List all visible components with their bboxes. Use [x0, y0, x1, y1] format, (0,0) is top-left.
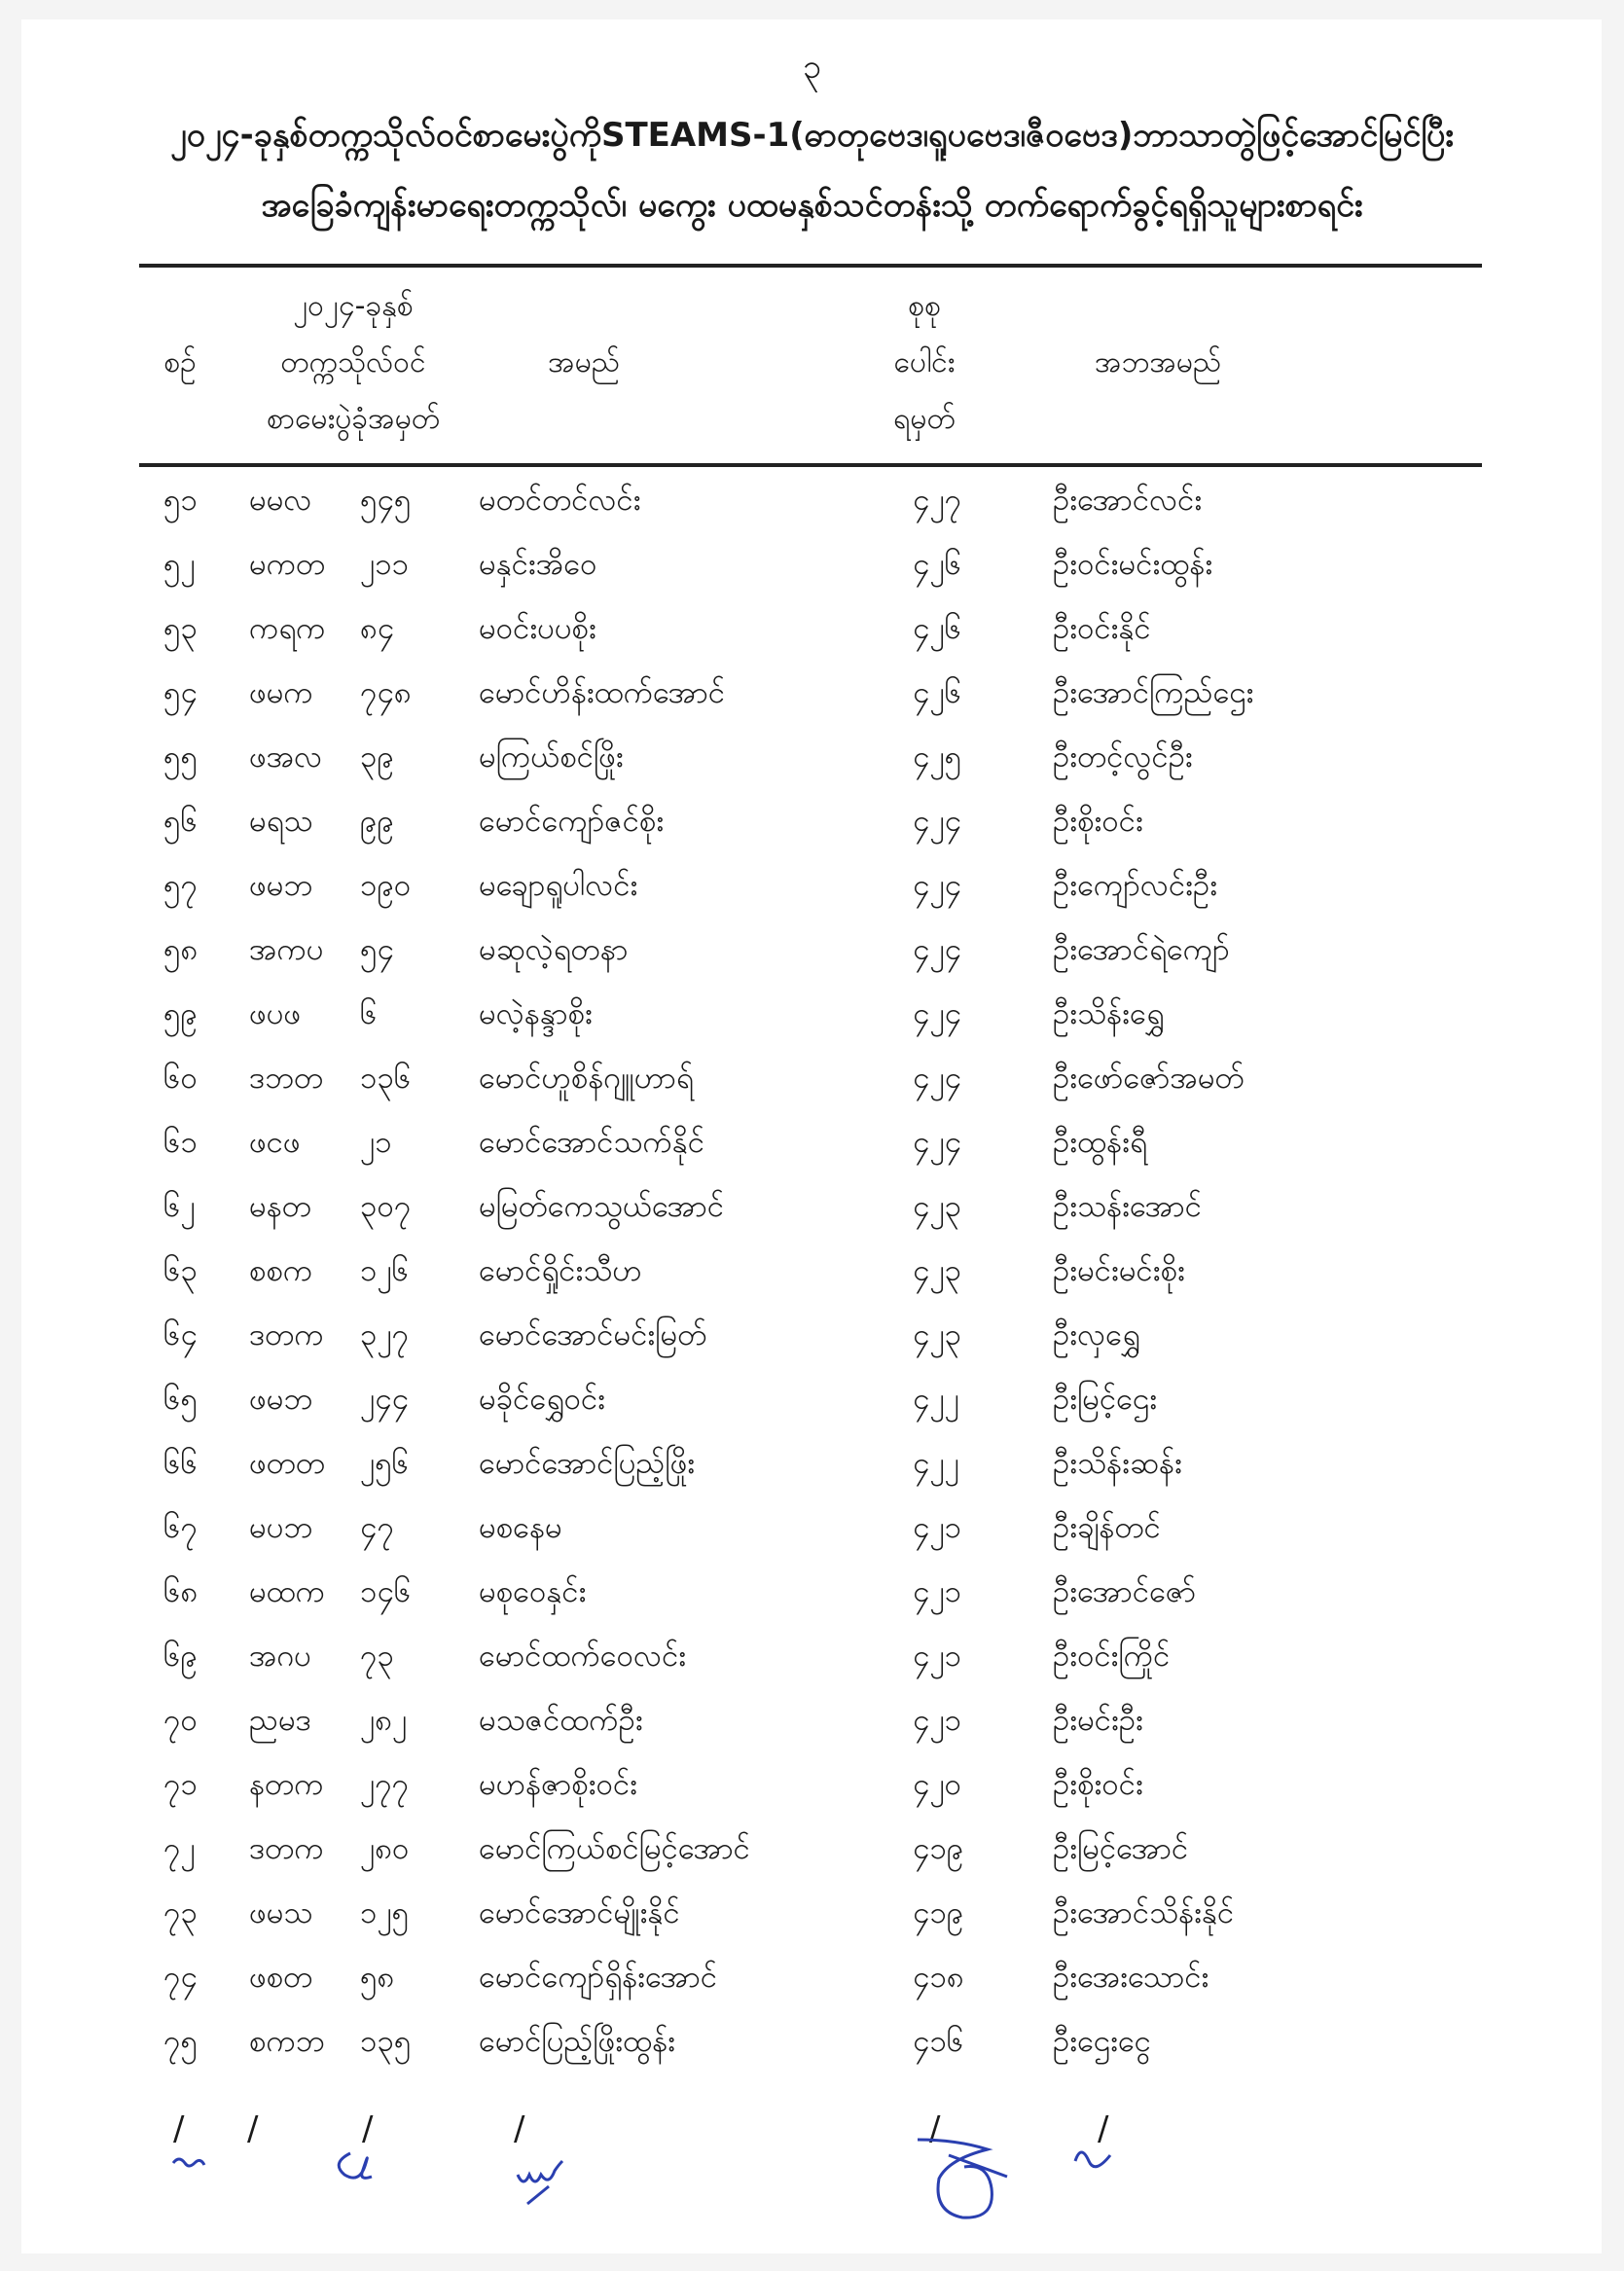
- cell-exam-number: ၁၃၅: [360, 2024, 412, 2059]
- cell-exam-code: ဖငဖ: [249, 1125, 301, 1160]
- cell-total-marks: ၄၂၁: [913, 1510, 962, 1545]
- cell-exam-code: ဖစတ: [249, 1960, 313, 1995]
- cell-total-marks: ၄၂၁: [913, 1574, 962, 1609]
- cell-exam-code: ဖအလ: [249, 739, 323, 775]
- signature-mark: [910, 2126, 1124, 2233]
- cell-father-name: ဦးစိုးဝင်း: [1053, 804, 1143, 839]
- check-mark: /: [514, 2109, 525, 2148]
- table-row: [0, 1884, 1624, 1948]
- cell-total-marks: ၄၂၁: [913, 1703, 962, 1738]
- cell-serial-no: ၅၄: [163, 675, 198, 710]
- cell-name: မောင်ကျော်ဇင်စိုး: [479, 804, 665, 839]
- cell-name: မောင်ဟိန်းထက်အောင်: [479, 675, 726, 710]
- cell-serial-no: ၅၈: [163, 932, 198, 967]
- cell-exam-code: စစက: [249, 1253, 313, 1288]
- cell-name: မောင်ဟူစိန်ဂျူဟာရ်: [479, 1061, 694, 1096]
- cell-exam-code: ဒဘတ: [249, 1061, 324, 1096]
- cell-father-name: ဦးထွန်းရီ: [1053, 1125, 1147, 1160]
- cell-father-name: ဦးအောင်ရဲကျော်: [1053, 932, 1230, 967]
- cell-exam-number: ၈၄: [360, 611, 395, 646]
- table-row: [0, 535, 1624, 599]
- header-exam-line3: စာမေးပွဲခုံအမှတ်: [266, 402, 441, 436]
- cell-exam-number: ၃၀၇: [360, 1189, 412, 1224]
- cell-exam-number: ၂၄၄: [360, 1382, 410, 1417]
- check-mark: /: [1098, 2109, 1109, 2148]
- document-title-line1: ၂၀၂၄-ခုနှစ်တက္ကသိုလ်ဝင်စာမေးပွဲကိုSTEAMS-1(ဓာတုဗေဒ၊ရူပဗေဒ၊ဇီဝဗေဒ)ဘာသာတွဲဖြင့်အောင်မြင်ပြီး: [170, 116, 1454, 155]
- cell-father-name: ဦးအောင်လင်း: [1053, 483, 1203, 518]
- cell-exam-number: ၇၄၈: [360, 675, 412, 710]
- cell-father-name: ဦးတင့်လွင်ဦး: [1053, 739, 1193, 775]
- cell-exam-number: ၃၉: [360, 739, 394, 775]
- cell-total-marks: ၄၂၁: [913, 1639, 962, 1674]
- header-marks-line2: ပေါင်း: [893, 345, 956, 379]
- cell-total-marks: ၄၂၃: [913, 1189, 962, 1224]
- cell-father-name: ဦးချိန်တင်: [1053, 1510, 1161, 1545]
- table-row: [0, 1434, 1624, 1498]
- table-row: [0, 1177, 1624, 1242]
- cell-father-name: ဦးအေးသောင်း: [1053, 1960, 1209, 1995]
- table-row: [0, 1563, 1624, 1627]
- table-row: [0, 2012, 1624, 2076]
- table-header-rule: [139, 463, 1482, 467]
- table-row: [0, 1242, 1624, 1306]
- cell-exam-number: ၂၈၂: [360, 1703, 408, 1738]
- cell-exam-number: ၁၄၆: [360, 1574, 412, 1609]
- cell-exam-code: ဖမဘ: [249, 1382, 313, 1417]
- cell-total-marks: ၄၂၅: [913, 739, 962, 775]
- cell-exam-number: ၃၂၇: [360, 1317, 410, 1352]
- cell-serial-no: ၅၉: [163, 996, 198, 1031]
- table-row: [0, 1498, 1624, 1563]
- check-mark: /: [929, 2109, 941, 2148]
- cell-father-name: ဦးသန်းအောင်: [1053, 1189, 1202, 1224]
- cell-total-marks: ၄၁၈: [913, 1960, 964, 1995]
- cell-name: မဆုလဲ့ရတနာ: [479, 932, 629, 967]
- cell-name: မောင်ရှိုင်းသီဟ: [479, 1253, 642, 1288]
- cell-serial-no: ၆၉: [163, 1639, 198, 1674]
- table-row: [0, 1370, 1624, 1434]
- cell-father-name: ဦးသိန်းရွှေ: [1053, 996, 1165, 1031]
- cell-serial-no: ၅၁: [163, 483, 198, 518]
- cell-serial-no: ၆၃: [163, 1253, 198, 1288]
- cell-father-name: ဦးဖော်ဇော်အမတ်: [1053, 1061, 1245, 1096]
- cell-exam-code: မမလ: [249, 483, 312, 518]
- cell-father-name: ဦးအောင်ဇော်: [1053, 1574, 1197, 1609]
- cell-father-name: ဦးကျော်လင်းဦး: [1053, 868, 1218, 903]
- cell-total-marks: ၄၂၄: [913, 996, 962, 1031]
- cell-exam-code: မထက: [249, 1574, 326, 1609]
- cell-serial-no: ၅၇: [163, 868, 198, 903]
- table-row: [0, 920, 1624, 985]
- table-row: [0, 1948, 1624, 2012]
- table-row: [0, 1627, 1624, 1691]
- table-row: [0, 728, 1624, 792]
- cell-serial-no: ၇၁: [163, 1767, 198, 1802]
- cell-serial-no: ၅၆: [163, 804, 198, 839]
- cell-total-marks: ၄၂၇: [913, 483, 962, 518]
- cell-father-name: ဦးသိန်းဆန်း: [1053, 1446, 1182, 1481]
- cell-name: မနှင်းအိဝေ: [479, 547, 597, 582]
- cell-total-marks: ၄၂၂: [913, 1382, 959, 1417]
- cell-father-name: ဦးမြင့်ဌေး: [1053, 1382, 1158, 1417]
- cell-serial-no: ၆၄: [163, 1317, 198, 1352]
- cell-serial-no: ၇၃: [163, 1895, 198, 1930]
- header-total-marks: [871, 278, 978, 448]
- cell-exam-number: ၉၉: [360, 804, 394, 839]
- cell-exam-number: ၅၄၅: [360, 483, 412, 518]
- cell-serial-no: ၆၇: [163, 1510, 198, 1545]
- cell-serial-no: ၅၃: [163, 611, 198, 646]
- table-row: [0, 1306, 1624, 1370]
- header-exam-line1: ၂၀၂၄-ခုနှစ်: [293, 289, 414, 323]
- cell-name: မောင်ကြယ်စင်မြင့်အောင်: [479, 1831, 750, 1866]
- cell-name: မမြတ်ကေသွယ်အောင်: [479, 1189, 725, 1224]
- cell-name: မောင်အောင်မင်းမြတ်: [479, 1317, 707, 1352]
- cell-exam-number: ၁၃၆: [360, 1061, 412, 1096]
- table-top-rule: [139, 264, 1482, 268]
- cell-exam-code: မနတ: [249, 1189, 311, 1224]
- header-exam-seat-no: [222, 278, 485, 448]
- table-row: [0, 1691, 1624, 1755]
- cell-total-marks: ၄၂၆: [913, 547, 962, 582]
- cell-total-marks: ၄၂၃: [913, 1317, 962, 1352]
- cell-exam-code: အကပ: [249, 932, 324, 967]
- cell-total-marks: ၄၁၉: [913, 1895, 964, 1930]
- header-name: အမည်: [548, 345, 620, 379]
- cell-total-marks: ၄၂၃: [913, 1253, 962, 1288]
- cell-exam-code: ဖတတ: [249, 1446, 326, 1481]
- cell-serial-no: ၆၁: [163, 1125, 198, 1160]
- cell-father-name: ဦးမင်းဦး: [1053, 1703, 1143, 1738]
- cell-total-marks: ၄၂၆: [913, 611, 962, 646]
- cell-total-marks: ၄၂၄: [913, 932, 962, 967]
- cell-name: မချောရူပါလင်း: [479, 868, 638, 903]
- cell-exam-number: ၅၈: [360, 1960, 395, 1995]
- cell-father-name: ဦးဌေးငွေ: [1053, 2024, 1151, 2059]
- cell-exam-number: ၂၁၁: [360, 547, 410, 582]
- table-row: [0, 792, 1624, 856]
- cell-name: မောင်ပြည့်ဖြိုးထွန်း: [479, 2024, 676, 2059]
- cell-name: မောင်ထက်ဝေလင်း: [479, 1639, 687, 1674]
- cell-exam-number: ၄၇: [360, 1510, 394, 1545]
- cell-name: မောင်အောင်မျိုးနိုင်: [479, 1895, 680, 1930]
- cell-total-marks: ၄၂၄: [913, 804, 962, 839]
- cell-exam-code: စကဘ: [249, 2024, 325, 2059]
- cell-serial-no: ၇၅: [163, 2024, 198, 2059]
- cell-name: မဟန်ဇာစိုးဝင်း: [479, 1767, 638, 1802]
- table-row: [0, 985, 1624, 1049]
- cell-serial-no: ၅၂: [163, 547, 196, 582]
- header-serial-no: စဉ်: [163, 345, 197, 379]
- table-row: [0, 664, 1624, 728]
- cell-exam-number: ၁၂၅: [360, 1895, 410, 1930]
- cell-name: မောင်အောင်ပြည့်ဖြိုး: [479, 1446, 696, 1481]
- table-row: [0, 1755, 1624, 1820]
- check-mark: /: [173, 2109, 185, 2148]
- cell-exam-number: ၂၁: [360, 1125, 392, 1160]
- cell-exam-number: ၁၂၆: [360, 1253, 410, 1288]
- cell-father-name: ဦးမြင့်အောင်: [1053, 1831, 1189, 1866]
- table-row: [0, 856, 1624, 920]
- header-marks-line1: စုစု: [908, 289, 941, 323]
- cell-exam-number: ၂၇၇: [360, 1767, 410, 1802]
- cell-total-marks: ၄၁၉: [913, 1831, 964, 1866]
- cell-exam-code: ဖပဖ: [249, 996, 302, 1031]
- cell-total-marks: ၄၂၂: [913, 1446, 959, 1481]
- cell-serial-no: ၆၆: [163, 1446, 198, 1481]
- header-exam-line2: တက္ကသိုလ်ဝင်: [280, 345, 426, 379]
- cell-exam-number: ၁၉၀: [360, 868, 412, 903]
- cell-exam-number: ၆: [360, 996, 378, 1031]
- cell-serial-no: ၆၅: [163, 1382, 198, 1417]
- cell-name: မကြယ်စင်ဖြိုး: [479, 739, 624, 775]
- cell-exam-number: ၂၅၆: [360, 1446, 410, 1481]
- cell-exam-code: မပဘ: [249, 1510, 313, 1545]
- cell-exam-number: ၂၈၀: [360, 1831, 410, 1866]
- cell-name: မောင်ကျော်ရှိန်းအောင်: [479, 1960, 718, 1995]
- cell-exam-code: ညမဒ: [249, 1703, 311, 1738]
- page-number: ၃: [802, 48, 822, 87]
- cell-exam-code: မကတ: [249, 547, 326, 582]
- cell-exam-code: ဒတက: [249, 1317, 324, 1352]
- table-row: [0, 1820, 1624, 1884]
- footer-check-marks: [0, 2109, 1624, 2148]
- table-body: [0, 471, 1624, 2076]
- cell-exam-code: မရသ: [249, 804, 313, 839]
- cell-father-name: ဦးဝင်းနိုင်: [1053, 611, 1151, 646]
- cell-total-marks: ၄၂၄: [913, 868, 962, 903]
- table-row: [0, 599, 1624, 664]
- cell-father-name: ဦးဝင်းမင်းထွန်း: [1053, 547, 1213, 582]
- cell-exam-code: ဖမက: [249, 675, 313, 710]
- cell-exam-code: ကရက: [249, 611, 326, 646]
- cell-father-name: ဦးအောင်သိန်းနိုင်: [1053, 1895, 1235, 1930]
- table-row: [0, 1113, 1624, 1177]
- cell-father-name: ဦးလှရွှေ: [1053, 1317, 1140, 1352]
- cell-total-marks: ၄၂၀: [913, 1767, 962, 1802]
- cell-father-name: ဦးစိုးဝင်း: [1053, 1767, 1143, 1802]
- cell-total-marks: ၄၂၄: [913, 1061, 962, 1096]
- table-row: [0, 1049, 1624, 1113]
- cell-serial-no: ၇၄: [163, 1960, 198, 1995]
- cell-serial-no: ၇၂: [163, 1831, 196, 1866]
- signature-initials: [156, 2145, 701, 2223]
- cell-exam-code: အဂပ: [249, 1639, 311, 1674]
- cell-total-marks: ၄၁၆: [913, 2024, 964, 2059]
- cell-father-name: ဦးဝင်းကြိုင်: [1053, 1639, 1171, 1674]
- cell-exam-code: ဖမဘ: [249, 868, 313, 903]
- cell-serial-no: ၅၅: [163, 739, 198, 775]
- cell-exam-number: ၅၄: [360, 932, 394, 967]
- cell-exam-code: ဒတက: [249, 1831, 324, 1866]
- cell-exam-code: နတက: [249, 1767, 324, 1802]
- cell-total-marks: ၄၂၆: [913, 675, 962, 710]
- header-marks-line3: ရမှတ်: [893, 402, 956, 436]
- cell-serial-no: ၇၀: [163, 1703, 198, 1738]
- cell-name: မတင်တင်လင်း: [479, 483, 641, 518]
- cell-name: မသဇင်ထက်ဦး: [479, 1703, 643, 1738]
- cell-name: မလဲ့နန္ဒာစိုး: [479, 996, 593, 1031]
- check-mark: /: [362, 2109, 374, 2148]
- cell-name: မဝင်းပပစိုး: [479, 611, 596, 646]
- header-father-name: အဘအမည်: [1094, 345, 1222, 379]
- cell-name: မခိုင်ရွှေဝင်း: [479, 1382, 606, 1417]
- cell-name: မောင်အောင်သက်နိုင်: [479, 1125, 705, 1160]
- cell-name: မစုဝေနှင်း: [479, 1574, 587, 1609]
- cell-serial-no: ၆၀: [163, 1061, 198, 1096]
- cell-exam-code: ဖမသ: [249, 1895, 313, 1930]
- cell-serial-no: ၆၂: [163, 1189, 196, 1224]
- cell-name: မစနေမ: [479, 1510, 562, 1545]
- cell-serial-no: ၆၈: [163, 1574, 198, 1609]
- cell-exam-number: ၇၃: [360, 1639, 394, 1674]
- table-row: [0, 471, 1624, 535]
- cell-total-marks: ၄၂၄: [913, 1125, 962, 1160]
- document-title-line2: အခြေခံကျန်းမာရေးတက္ကသိုလ်၊ မကွေး ပထမနှစ်သင်တန်းသို့ တက်ရောက်ခွင့်ရရှိသူများစာရင်း: [261, 186, 1363, 225]
- check-mark: /: [247, 2109, 259, 2148]
- cell-father-name: ဦးမင်းမင်းစိုး: [1053, 1253, 1185, 1288]
- cell-father-name: ဦးအောင်ကြည်ဌေး: [1053, 675, 1254, 710]
